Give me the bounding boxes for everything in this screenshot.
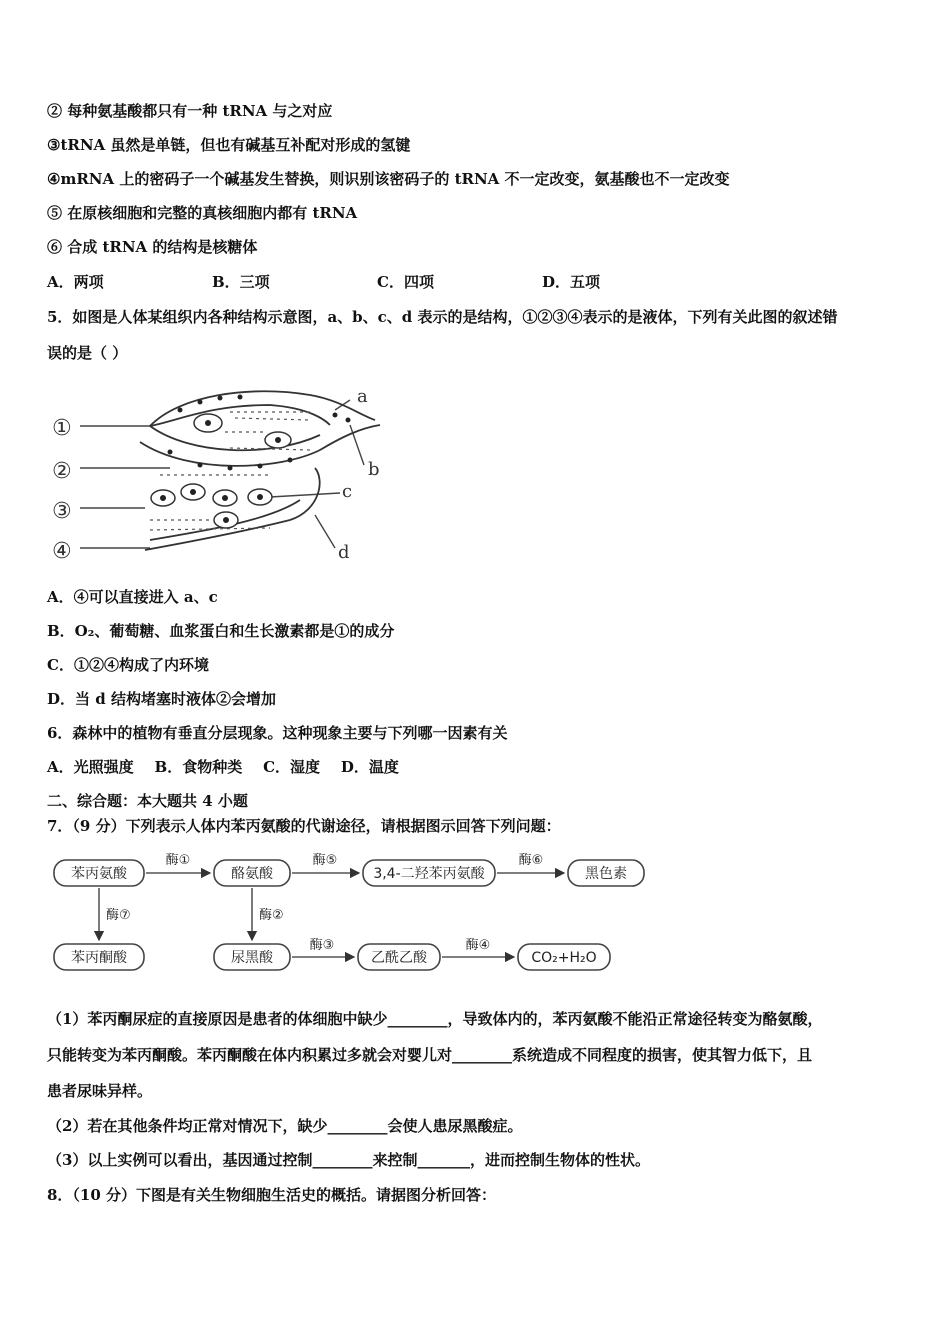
q5-option-b: B．O₂、葡萄糖、血浆蛋白和生长激素都是①的成分 xyxy=(47,622,395,640)
statement-4: ④mRNA 上的密码子一个碱基发生替换，则识别该密码子的 tRNA 不一定改变，氨基酸也不一定改变 xyxy=(47,170,730,188)
q4-option-d: D．五项 xyxy=(542,273,601,291)
structure-label-b: b xyxy=(368,459,380,480)
statement-5: ⑤ 在原核细胞和完整的真核细胞内都有 tRNA xyxy=(47,204,358,222)
enzyme-7: 酶⑦ xyxy=(106,908,131,923)
q7-part3: （3）以上实例可以看出，基因通过控制________来控制_______，进而控制生物体的性状。 xyxy=(47,1151,650,1169)
q6-options: A．光照强度 B．食物种类 C．湿度 D．温度 xyxy=(47,758,399,776)
enzyme-4: 酶④ xyxy=(465,938,491,953)
section-2-heading: 二、综合题：本大题共 4 小题 xyxy=(47,792,248,810)
node-acetoacetate: 乙酰乙酸 xyxy=(371,950,427,966)
q4-option-b: B．三项 xyxy=(212,273,270,291)
q6-stem: 6．森林中的植物有垂直分层现象。这种现象主要与下列哪一因素有关 xyxy=(47,724,508,742)
q5-stem-line2: 误的是（ ） xyxy=(47,344,128,362)
q4-option-c: C．四项 xyxy=(377,273,434,291)
q7-part1-line2: 只能转变为苯丙酮酸。苯丙酮酸在体内积累过多就会对婴儿对________系统造成不同程度的损害，使其智力低下，且 xyxy=(47,1046,813,1064)
enzyme-6: 酶⑥ xyxy=(518,853,544,868)
node-tyrosine: 酪氨酸 xyxy=(231,866,273,882)
q4-option-a: A．两项 xyxy=(47,273,104,291)
structure-label-c: c xyxy=(342,481,353,502)
statement-3: ③tRNA 虽然是单链，但也有碱基互补配对形成的氢键 xyxy=(47,136,411,154)
q5-option-c: C．①②④构成了内环境 xyxy=(47,656,209,674)
statement-6: ⑥ 合成 tRNA 的结构是核糖体 xyxy=(47,238,258,256)
node-phenylpyruvate: 苯丙酮酸 xyxy=(71,950,127,966)
q7-stem: 7．（9 分）下列表示人体内苯丙氨酸的代谢途径，请根据图示回答下列问题： xyxy=(47,817,561,835)
structure-label-d: d xyxy=(338,542,350,563)
q7-part1-line1: （1）苯丙酮尿症的直接原因是患者的体细胞中缺少________，导致体内的，苯丙氨酸不能沿正常途径转变为酪氨酸， xyxy=(47,1010,823,1028)
metabolic-pathway-diagram xyxy=(50,848,650,976)
fluid-label-1: ① xyxy=(52,416,72,441)
q5-option-a: A．④可以直接进入 a、c xyxy=(47,588,218,606)
q5-stem-line1: 5．如图是人体某组织内各种结构示意图，a、b、c、d 表示的是结构，①②③④表示的是液体，下列有关此图的叙述错 xyxy=(47,308,838,326)
q7-part2: （2）若在其他条件均正常对情况下，缺少________会使人患尿黑酸症。 xyxy=(47,1117,523,1135)
enzyme-1: 酶① xyxy=(165,853,191,868)
node-phenylalanine: 苯丙氨酸 xyxy=(71,866,127,882)
node-dopa: 3,4-二羟苯丙氨酸 xyxy=(373,866,485,882)
structure-label-a: a xyxy=(357,386,368,407)
statement-2: ② 每种氨基酸都只有一种 tRNA 与之对应 xyxy=(47,102,333,120)
node-co2-h2o: CO₂+H₂O xyxy=(531,950,597,966)
tissue-structure-figure xyxy=(50,380,390,570)
q5-option-d: D．当 d 结构堵塞时液体②会增加 xyxy=(47,690,276,708)
node-melanin: 黑色素 xyxy=(585,866,627,882)
node-homogentisate: 尿黑酸 xyxy=(231,950,273,966)
q7-part1-line3: 患者尿味异样。 xyxy=(47,1082,153,1100)
enzyme-2: 酶② xyxy=(259,908,284,923)
fluid-label-3: ③ xyxy=(52,499,72,524)
q8-stem: 8．（10 分）下图是有关生物细胞生活史的概括。请据图分析回答： xyxy=(47,1186,497,1204)
fluid-label-2: ② xyxy=(52,459,72,484)
fluid-label-4: ④ xyxy=(52,539,72,564)
enzyme-5: 酶⑤ xyxy=(312,853,338,868)
enzyme-3: 酶③ xyxy=(309,938,335,953)
